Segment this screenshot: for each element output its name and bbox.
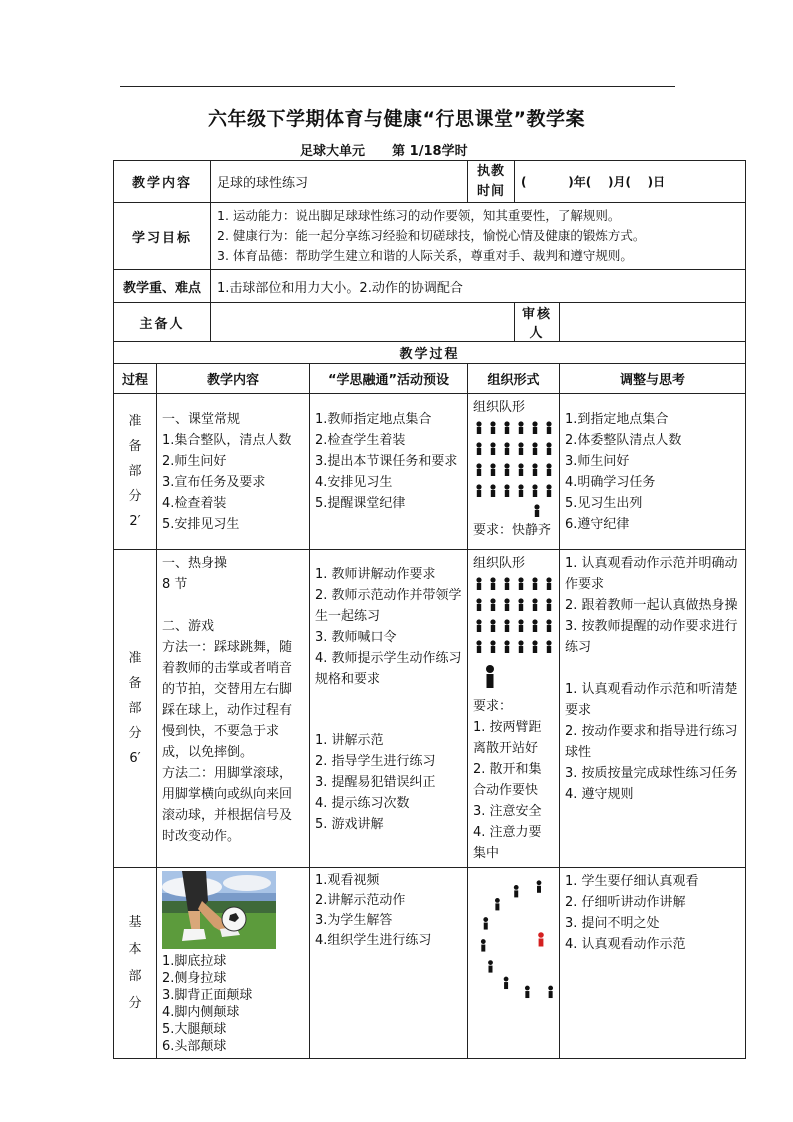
reflection-cell: 1. 学生要仔细认真观看 2. 仔细听讲动作讲解 3. 提问不明之处 4. 认真观看动作示范	[560, 868, 746, 1059]
reviewer-value	[560, 303, 746, 342]
student-figure	[504, 977, 509, 989]
activity-cell: 1.观看视频 2.讲解示范动作 3.为学生解答 4.组织学生进行练习	[310, 868, 468, 1059]
col-header-organization: 组织形式	[468, 364, 560, 394]
organization-cell	[468, 868, 560, 1059]
content-cell: 一、热身操 8 节 二、游戏 方法一：踩球跳舞，随着教师的击掌或者哨音的节拍，交替用左右脚踩在球上，动作过程有慢到快，不要急于求成，以免摔倒。 方法二：用脚掌滚球，用脚掌横向或纵向来回滚动球，并根据信号及时改变动作。	[157, 550, 310, 868]
student-figure	[495, 898, 500, 910]
reviewer-label: 审核人	[515, 303, 560, 342]
student-figure	[488, 960, 493, 972]
time-value: ( )年( )月( )日	[515, 161, 746, 203]
key-points-value: 1.击球部位和用力大小。2.动作的协调配合	[211, 270, 746, 303]
student-figure	[483, 917, 488, 929]
col-header-reflection: 调整与思考	[560, 364, 746, 394]
activity-cell: 1.教师指定地点集合 2.检查学生着装 3.提出本节课任务和要求 4.安排见习生 5.提醒课堂纪律	[310, 394, 468, 550]
content-cell: 一、课堂常规 1.集合整队，清点人数 2.师生问好 3.宣布任务及要求 4.检查着装 5.安排见习生	[157, 394, 310, 550]
goals-list	[211, 203, 746, 270]
goal-item: 1. 运动能力：说出脚足球球性练习的动作要领，知其重要性，了解规则。	[217, 208, 621, 223]
formation-diagram-rows	[473, 576, 560, 694]
formation-diagram-circle	[473, 873, 560, 1013]
process-label: 教学过程	[114, 342, 746, 364]
goal-item: 3. 体育品德：帮助学生建立和谐的人际关系，尊重对手、裁判和遵守规则。	[217, 248, 633, 263]
organization-cell: 组织队形 要求： 1. 按两臂距离散开站好 2. 散开和集合动作要快 3. 注意安全 4. 注意力要集中	[468, 550, 560, 868]
col-header-activity: “学思融通”活动预设	[310, 364, 468, 394]
stage-prep-2: 准 备 部 分 6′	[114, 550, 157, 868]
key-points-label: 教学重、难点	[114, 270, 211, 303]
content-cell: 1.脚底拉球 2.侧身拉球 3.脚背正面颠球 4.脚内侧颠球 5.大腿颠球 6.头部颠球	[157, 868, 310, 1059]
reflection-cell: 1.到指定地点集合 2.体委整队清点人数 3.师生问好 4.明确学习任务 5.见习生出列 6.遵守纪律	[560, 394, 746, 550]
teacher-figure	[538, 932, 544, 946]
student-figure	[548, 986, 553, 998]
goals-label: 学习目标	[114, 203, 211, 270]
col-header-stage: 过程	[114, 364, 157, 394]
col-header-content: 教学内容	[157, 364, 310, 394]
student-figure	[481, 939, 486, 951]
teacher-figure	[534, 504, 539, 517]
soccer-photo	[162, 871, 276, 949]
time-label: 执教 时间	[468, 161, 515, 203]
goal-item: 2. 健康行为：能一起分享练习经验和切磋球技，愉悦心情及健康的锻炼方式。	[217, 228, 646, 243]
teacher-figure	[486, 665, 494, 688]
stage-basic: 基 本 部 分	[114, 868, 157, 1059]
student-circle	[481, 880, 560, 998]
content-label: 教学内容	[114, 161, 211, 203]
org-title: 组织队形	[473, 556, 526, 571]
document-subtitle: 足球大单元 第 1/18学时	[300, 144, 468, 159]
student-formation	[476, 421, 559, 497]
org-requirement-title: 要求：	[473, 699, 513, 714]
formation-diagram-rows	[473, 420, 560, 518]
student-figure	[525, 986, 530, 998]
preparer-value	[211, 303, 515, 342]
org-requirement: 要求：快静齐	[473, 523, 552, 538]
reflection-cell: 1. 认真观看动作示范并明确动作要求 2. 跟着教师一起认真做热身操 3. 按教师提醒的动作要求进行练习 1. 认真观看动作示范和听清楚要求 2. 按动作要求和指导进行练习球性 3. 按质按量完成球性练习任务 4. 遵守规则	[560, 550, 746, 868]
student-figure	[537, 880, 542, 892]
document-title: 六年级下学期体育与健康“行思课堂”教学案	[208, 108, 585, 130]
activity-cell: 1. 教师讲解动作要求 2. 教师示范动作并带领学生一起练习 3. 教师喊口令 4. 教师提示学生动作练习规格和要求 1. 讲解示范 2. 指导学生进行练习 3. 提醒易犯错误纠正 4. 提示练习次数 5. 游戏讲解	[310, 550, 468, 868]
preparer-label: 主备人	[114, 303, 211, 342]
stage-prep-1: 准 备 部 分 2′	[114, 394, 157, 550]
org-title: 组织队形	[473, 400, 526, 415]
content-value: 足球的球性练习	[211, 161, 468, 203]
student-formation	[476, 577, 559, 653]
header-rule	[120, 86, 675, 87]
lesson-plan-table	[113, 160, 746, 1059]
organization-cell	[468, 394, 560, 550]
student-figure	[514, 885, 519, 897]
